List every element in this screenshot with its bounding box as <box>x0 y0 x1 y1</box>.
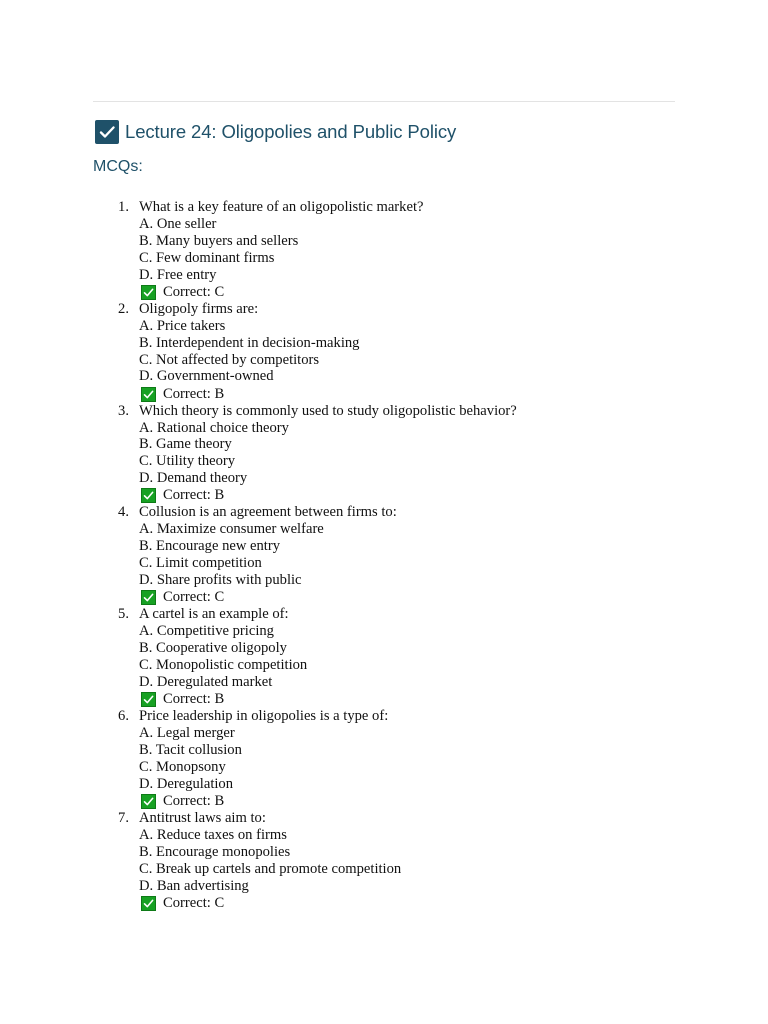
correct-answer <box>139 895 517 912</box>
answer-option: A. Reduce taxes on firms <box>139 826 287 843</box>
answer-option: B. Encourage monopolies <box>139 843 291 860</box>
green-check-icon <box>141 285 156 300</box>
answer-option: B. Encourage new entry <box>139 538 281 555</box>
answer-option: B. Game theory <box>139 436 232 453</box>
correct-answer-text: Correct: B <box>163 691 225 708</box>
answer-option: B. Cooperative oligopoly <box>139 640 287 657</box>
answer-option: C. Not affected by competitors <box>139 351 320 368</box>
answer-option: A. Rational choice theory <box>139 419 289 436</box>
question-number: 2. <box>118 300 129 317</box>
question-text: What is a key feature of an oligopolistic market? <box>139 199 424 215</box>
answer-option: D. Share profits with public <box>139 572 302 589</box>
correct-answer-text: Correct: C <box>163 589 225 606</box>
question-item <box>113 199 517 301</box>
section-title: MCQs: <box>93 158 143 175</box>
correct-answer-text: Correct: B <box>163 487 225 504</box>
divider-line <box>93 101 675 102</box>
answer-option: A. Competitive pricing <box>139 623 274 640</box>
correct-answer <box>139 793 517 810</box>
question-number: 6. <box>118 708 129 725</box>
answer-option: B. Tacit collusion <box>139 741 242 758</box>
answer-option: D. Demand theory <box>139 470 248 487</box>
answer-option: A. Price takers <box>139 317 226 334</box>
question-text: Price leadership in oligopolies is a type of: <box>139 708 389 725</box>
checkbox-checked-icon <box>95 120 119 144</box>
answer-option: D. Ban advertising <box>139 877 249 894</box>
correct-answer <box>139 284 517 301</box>
lecture-heading <box>95 118 456 146</box>
answer-option: C. Limit competition <box>139 555 262 572</box>
green-check-icon <box>141 692 156 707</box>
green-check-icon <box>141 794 156 809</box>
correct-answer <box>139 589 517 606</box>
question-text: Antitrust laws aim to: <box>139 809 266 826</box>
answer-option: D. Deregulated market <box>139 673 273 690</box>
answer-option: A. Maximize consumer welfare <box>139 521 324 538</box>
answer-option: D. Government-owned <box>139 368 274 385</box>
question-item <box>113 504 517 606</box>
answer-option: B. Many buyers and sellers <box>139 232 299 249</box>
question-item <box>113 708 517 810</box>
answer-option: C. Break up cartels and promote competition <box>139 860 402 877</box>
green-check-icon <box>141 387 156 402</box>
answer-option: A. Legal merger <box>139 725 235 742</box>
question-text: Oligopoly firms are: <box>139 300 259 317</box>
question-text: Collusion is an agreement between firms to: <box>139 504 397 521</box>
correct-answer <box>139 487 517 504</box>
question-item <box>113 301 517 403</box>
answer-option: B. Interdependent in decision-making <box>139 334 360 351</box>
question-item <box>113 810 517 912</box>
question-number: 4. <box>118 504 129 521</box>
answer-option: D. Free entry <box>139 266 217 283</box>
question-item <box>113 403 517 505</box>
lecture-title: Lecture 24: Oligopolies and Public Policy <box>125 121 457 142</box>
green-check-icon <box>141 590 156 605</box>
correct-answer-text: Correct: C <box>163 894 225 911</box>
question-list <box>113 199 517 912</box>
answer-option: C. Utility theory <box>139 453 236 470</box>
question-number: 3. <box>118 402 129 419</box>
question-text: A cartel is an example of: <box>139 606 289 623</box>
green-check-icon <box>141 896 156 911</box>
correct-answer <box>139 385 517 402</box>
answer-option: C. Monopolistic competition <box>139 657 308 674</box>
correct-answer-text: Correct: B <box>163 385 225 402</box>
question-number: 7. <box>118 809 129 826</box>
correct-answer-text: Correct: C <box>163 283 225 300</box>
answer-option: C. Monopsony <box>139 758 226 775</box>
question-item <box>113 606 517 708</box>
correct-answer <box>139 691 517 708</box>
question-number: 1. <box>118 199 129 215</box>
answer-option: A. One seller <box>139 215 217 232</box>
answer-option: C. Few dominant firms <box>139 249 275 266</box>
answer-option: D. Deregulation <box>139 775 234 792</box>
question-number: 5. <box>118 606 129 623</box>
green-check-icon <box>141 488 156 503</box>
correct-answer-text: Correct: B <box>163 792 225 809</box>
question-text: Which theory is commonly used to study oligopolistic behavior? <box>139 402 517 419</box>
